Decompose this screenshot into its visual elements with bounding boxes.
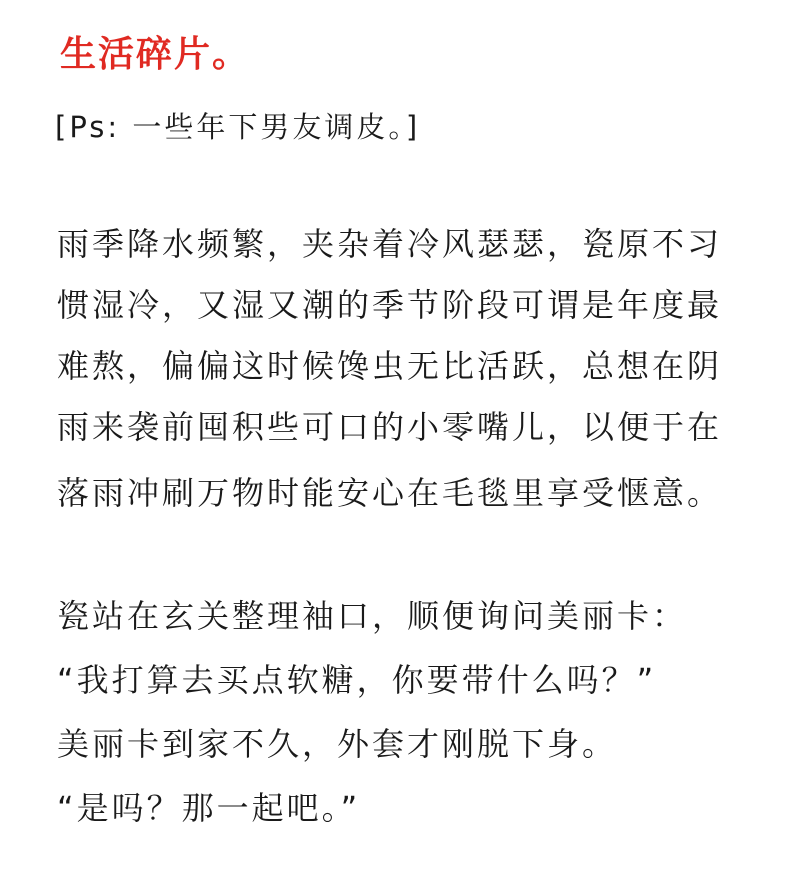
dialogue-line: “我打算去买点软糖，你要带什么吗？”: [57, 661, 657, 699]
paragraph-1-line: 雨来袭前囤积些可口的小零嘴儿，以便于在: [57, 408, 723, 446]
article-title: 生活碎片。: [60, 34, 251, 75]
paragraph-1-line: 惯湿冷，又湿又潮的季节阶段可谓是年度最: [57, 286, 723, 324]
paragraph-2: [57, 584, 747, 840]
paragraph-1-line: 雨季降水频繁，夹杂着冷风瑟瑟，瓷原不习: [57, 225, 723, 263]
ps-note: [Ps: 一些年下男友调皮。]: [55, 110, 421, 144]
paragraph-2-line: 瓷站在玄关整理袖口，顺便询问美丽卡：: [57, 597, 688, 635]
paragraph-1-line: 难熬，偏偏这时候馋虫无比活跃，总想在阴: [57, 347, 723, 385]
dialogue-line: “是吗？那一起吧。”: [57, 789, 361, 827]
paragraph-1-line: 落雨冲刷万物时能安心在毛毯里享受惬意。: [57, 474, 723, 512]
paragraph-1: [57, 214, 747, 524]
paragraph-2-line: 美丽卡到家不久，外套才刚脱下身。: [57, 725, 618, 763]
